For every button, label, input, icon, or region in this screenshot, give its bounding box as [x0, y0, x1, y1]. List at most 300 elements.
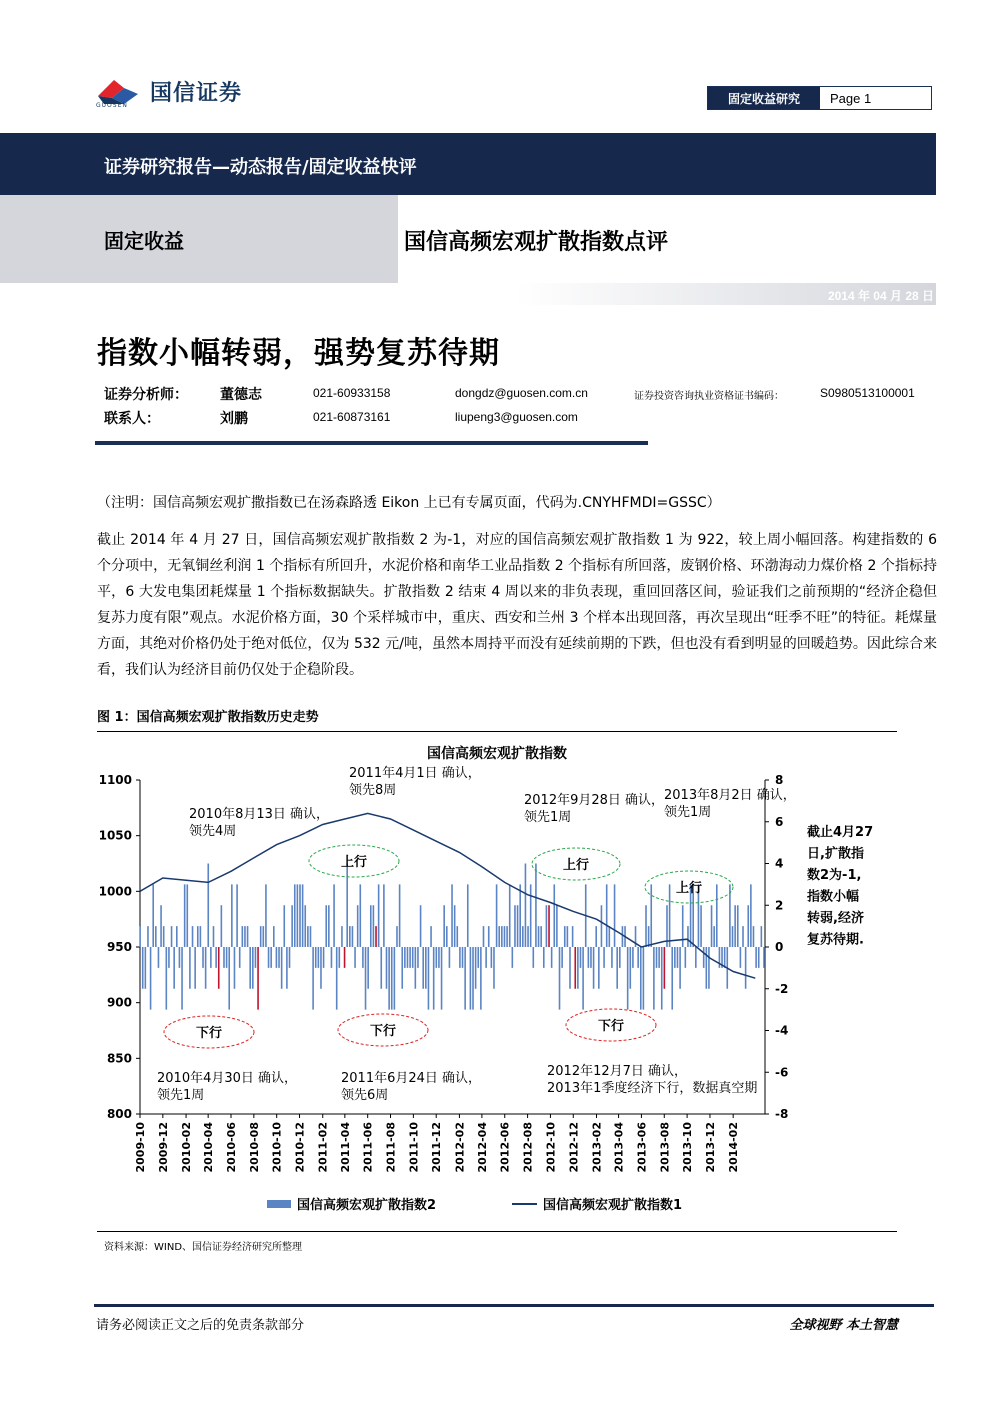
index2-bar: [396, 926, 398, 947]
index2-bar: [160, 905, 162, 947]
index2-bar: [333, 884, 335, 947]
index2-bar: [477, 947, 479, 968]
index2-bar: [228, 947, 230, 1010]
down-label-2: 下行: [369, 1024, 397, 1039]
x-tick-label: 2011-12: [430, 1122, 444, 1173]
index2-bar: [336, 947, 338, 1010]
index2-bar: [514, 905, 516, 947]
index2-bar: [373, 905, 375, 947]
index2-bar: [451, 884, 453, 947]
up-label-2: 上行: [562, 858, 590, 873]
index2-bar: [761, 926, 763, 947]
x-axis: [134, 1114, 765, 1173]
index2-bar: [409, 947, 411, 968]
analyst-role: 证券分析师：: [104, 387, 188, 403]
index2-bar: [543, 947, 545, 968]
index2-bar: [383, 884, 385, 947]
index2-bar: [255, 947, 257, 968]
index2-bar: [572, 926, 574, 947]
index2-bar: [538, 926, 540, 947]
index2-bar: [273, 926, 275, 947]
logo-text: 国信证券: [150, 81, 243, 106]
index2-bar: [236, 884, 238, 947]
index2-bar: [622, 926, 624, 947]
index2-bar: [603, 947, 605, 968]
index2-bar: [386, 947, 388, 989]
annotation-line: 2013年8月2日 确认，: [664, 788, 796, 803]
index2-bar: [724, 947, 726, 968]
x-tick-label: 2010-10: [270, 1122, 284, 1173]
report-title-box: [398, 195, 936, 283]
index2-bar: [226, 947, 228, 968]
annotation-line: 2011年4月1日 确认，: [349, 766, 481, 781]
index2-bar: [719, 947, 721, 968]
index2-bar: [436, 947, 438, 968]
footer-rule: [94, 1304, 934, 1307]
index2-bar: [472, 947, 474, 1010]
index2-bar: [601, 905, 603, 947]
index2-bar: [213, 926, 215, 947]
index2-bar: [166, 947, 168, 1010]
index2-bar: [181, 947, 183, 1010]
index2-bar: [289, 947, 291, 968]
x-tick-label: 2010-04: [202, 1122, 216, 1173]
index2-bar: [286, 947, 288, 989]
index2-bar: [491, 947, 493, 968]
index2-bar: [257, 947, 259, 1010]
index2-bar: [559, 947, 561, 1010]
index2-bar: [142, 947, 144, 989]
index2-bar: [527, 926, 529, 947]
index2-bar: [446, 926, 448, 947]
index2-bar: [512, 947, 514, 968]
index2-bar: [367, 947, 369, 989]
index2-bar: [202, 947, 204, 968]
index2-bar: [677, 947, 679, 968]
report-date: 2014 年 04 月 28 日: [827, 289, 934, 303]
cert-number: S0980513100001: [820, 386, 915, 400]
index2-bar: [430, 926, 432, 947]
index2-bar: [281, 947, 283, 989]
index2-bar: [637, 947, 639, 968]
annotation-line: 2010年8月13日 确认，: [189, 807, 330, 822]
index2-bar: [158, 947, 160, 968]
index2-bar: [640, 947, 642, 1010]
figure-bottom-rule: [97, 1231, 897, 1232]
index2-bar: [685, 947, 687, 968]
index2-bar: [496, 884, 498, 947]
analyst-name: 董德志: [220, 387, 262, 403]
index2-bar: [517, 905, 519, 947]
index2-bar: [483, 926, 485, 947]
logo-subtext: GUOSEN: [96, 102, 128, 109]
side-note-line: 日,扩散指: [807, 846, 864, 862]
index2-bar: [312, 947, 314, 1010]
x-tick-label: 2013-06: [635, 1122, 649, 1173]
body-paragraph: 截止 2014 年 4 月 27 日，国信高频宏观扩散指数 2 为-1，对应的国信高频宏观扩散指数 1 为 922，较上周小幅回落。构建指数的 6 个分项中，无氧铜丝利润 1 个指标有所回升，水泥价格和南华工业品指数 2 个指标有所回落，废钢价格、环渤海动力煤价格 2 个指标持平，6 大发电集团耗煤量 1 个指标数据缺失。扩散指数 2 结束 4 周以来的非负表现，重回回落区间，验证我们之前预期的“经济企稳但复苏力度有限”观点。水泥价格方面，30 个采样城市中，重庆、西安和兰州 3 个样本出现回落，再次呈现出“旺季不旺”的特征。耗煤量方面，其绝对价格仍处于绝对低位，仅为 532 元/吨，虽然本周持平而没有延续前期的下跌，但也没有看到明显的回暖趋势。因此综合来看，我们认为经济目前仍仅处于企稳阶段。: [97, 532, 937, 678]
x-tick-label: 2013-02: [590, 1122, 604, 1173]
index2-bar: [150, 947, 152, 1010]
index2-bar: [407, 947, 409, 968]
index2-bar: [307, 926, 309, 947]
index2-bar: [629, 947, 631, 989]
x-tick-label: 2014-02: [727, 1122, 741, 1173]
index2-bar: [291, 905, 293, 947]
x-tick-label: 2012-04: [475, 1122, 489, 1173]
index2-bar: [703, 947, 705, 968]
analyst-email[interactable]: dongdz@guosen.com.cn: [455, 386, 588, 400]
index2-bar: [276, 947, 278, 968]
index2-bar: [753, 926, 755, 947]
contact-role: 联系人：: [104, 411, 160, 427]
index2-bar: [354, 947, 356, 968]
index2-bar: [711, 905, 713, 947]
index2-bar: [207, 864, 209, 948]
index2-bar: [173, 947, 175, 989]
x-tick-label: 2012-08: [521, 1122, 535, 1173]
index2-bar: [664, 947, 666, 989]
report-type: 证券研究报告—动态报告/固定收益快评: [104, 157, 417, 178]
index2-bar: [438, 947, 440, 968]
analyst-phone: 021-60933158: [313, 386, 391, 400]
index2-bar: [401, 947, 403, 989]
index2-bar: [609, 926, 611, 947]
index2-bar: [763, 947, 765, 968]
diffusion-index-chart: [97, 730, 897, 1230]
index2-bar: [265, 884, 267, 947]
x-tick-label: 2013-12: [703, 1122, 717, 1173]
index2-bar: [614, 884, 616, 947]
index2-bar: [378, 884, 380, 947]
annotation-2011-06: [341, 1070, 481, 1103]
x-tick-label: 2011-10: [407, 1122, 421, 1173]
index2-bar: [328, 905, 330, 947]
index2-bar: [504, 926, 506, 947]
side-note-line: 数2为-1,: [807, 868, 862, 883]
index2-bar: [590, 947, 592, 968]
legend-index2: 国信高频宏观扩散指数2: [297, 1198, 437, 1213]
divider: [95, 441, 648, 445]
annotation-2010-08: [189, 806, 329, 839]
index2-bar: [475, 947, 477, 989]
index2-bar: [370, 905, 372, 947]
index2-bar: [415, 947, 417, 989]
index2-bar: [234, 947, 236, 989]
index2-bar: [682, 905, 684, 947]
index2-bar: [318, 947, 320, 968]
index2-bar: [732, 926, 734, 947]
index2-bar: [700, 905, 702, 947]
right-tick-label: 8: [775, 773, 784, 787]
x-tick-label: 2012-12: [567, 1122, 581, 1173]
index2-bar: [645, 905, 647, 947]
index2-bar: [567, 926, 569, 947]
index2-bar: [299, 884, 301, 947]
right-tick-label: -4: [775, 1023, 789, 1038]
index2-bar: [488, 926, 490, 947]
index2-bar: [574, 947, 576, 989]
left-tick-label: 800: [106, 1107, 132, 1121]
index2-bar: [362, 947, 364, 968]
index2-bar: [464, 947, 466, 1010]
x-tick-label: 2011-02: [316, 1122, 330, 1173]
index2-bar: [302, 884, 304, 947]
left-axis: [99, 773, 140, 1121]
left-tick-label: 1100: [98, 773, 132, 787]
index2-bar: [758, 947, 760, 968]
index2-bar: [687, 926, 689, 947]
index2-bar: [716, 884, 718, 947]
index2-bar: [632, 947, 634, 968]
index2-bar: [532, 947, 534, 968]
side-note-line: 转弱,经济: [807, 911, 864, 926]
index2-bar: [740, 947, 742, 968]
x-tick-label: 2010-02: [180, 1122, 194, 1173]
index2-bar: [627, 947, 629, 1010]
figure-source: 资料来源：WIND、国信证券经济研究所整理: [104, 1242, 303, 1253]
annotation-line: 2010年4月30日 确认，: [157, 1071, 298, 1086]
index2-bar: [737, 905, 739, 947]
index2-bar: [365, 947, 367, 1010]
index2-bar: [325, 905, 327, 947]
index2-bar: [456, 926, 458, 947]
annotations: [157, 765, 796, 1103]
index2-bar: [249, 947, 251, 989]
index2-bar: [147, 926, 149, 947]
index2-bar: [186, 884, 188, 947]
down-label-3: 下行: [597, 1019, 625, 1034]
index2-bar: [179, 947, 181, 968]
chart-title: 国信高频宏观扩散指数: [427, 746, 567, 762]
index2-bar: [745, 947, 747, 989]
x-tick-label: 2013-04: [612, 1122, 626, 1173]
index2-bar: [498, 926, 500, 947]
side-note: [806, 824, 873, 948]
index2-bar: [210, 947, 212, 968]
index2-bar: [417, 947, 419, 968]
index2-bar: [606, 884, 608, 947]
index2-bar: [616, 947, 618, 989]
index2-bar: [268, 947, 270, 968]
index2-bar: [304, 905, 306, 947]
index2-bar: [553, 884, 555, 947]
index2-bar: [168, 947, 170, 968]
figure-caption: 图 1：国信高频宏观扩散指数历史走势: [97, 706, 897, 732]
annotation-line: 2012年9月28日 确认，: [524, 793, 665, 808]
date-band: [0, 283, 936, 305]
index2-bar: [598, 947, 600, 989]
chart-legend: [267, 1197, 682, 1213]
annotation-line: 2011年6月24日 确认，: [341, 1071, 482, 1086]
legend-index1: 国信高频宏观扩散指数1: [543, 1198, 683, 1213]
index2-bar: [139, 926, 141, 947]
right-tick-label: 6: [775, 814, 784, 829]
right-axis: [765, 773, 788, 1121]
index2-bar: [425, 947, 427, 989]
index2-bar: [315, 947, 317, 968]
left-tick-label: 950: [106, 940, 132, 954]
index2-bar: [263, 926, 265, 947]
index2-bar: [564, 926, 566, 947]
index2-bar: [506, 926, 508, 947]
up-label-3: 上行: [675, 881, 703, 896]
index2-bar: [658, 947, 660, 968]
index2-bar: [352, 926, 354, 947]
index2-bar: [713, 926, 715, 947]
index2-bar: [695, 947, 697, 968]
annotation-2012-12: [547, 1063, 757, 1096]
index2-bar: [661, 947, 663, 1010]
index2-bar: [551, 947, 553, 968]
index2-bar: [556, 905, 558, 947]
index2-bar: [223, 947, 225, 968]
index2-bar: [192, 926, 194, 947]
index2-bar: [221, 905, 223, 947]
disclaimer-note: 请务必阅读正文之后的免责条款部分: [96, 1318, 305, 1333]
index2-bar: [561, 947, 563, 968]
index2-bar: [215, 947, 217, 968]
headline: 指数小幅转弱，强势复苏待期: [97, 336, 500, 371]
index2-bar: [171, 926, 173, 947]
index2-bar: [349, 926, 351, 947]
index2-bar: [283, 905, 285, 947]
cert-label: 证券投资咨询执业资格证书编码：: [634, 391, 784, 402]
index2-bar: [294, 884, 296, 947]
index2-bar: [582, 947, 584, 1010]
index2-bar: [359, 884, 361, 947]
index2-bar: [708, 947, 710, 989]
x-tick-label: 2012-02: [453, 1122, 467, 1173]
x-tick-label: 2011-08: [384, 1122, 398, 1173]
index2-bar: [530, 884, 532, 947]
right-tick-label: 0: [775, 940, 784, 954]
index2-bar: [467, 884, 469, 947]
contact-phone: 021-60873161: [313, 410, 391, 424]
index2-bar: [320, 947, 322, 989]
index2-bar: [734, 905, 736, 947]
page-number: Page 1: [830, 90, 872, 106]
index2-bar: [470, 947, 472, 1010]
index2-bar: [669, 884, 671, 947]
index2-bar: [399, 884, 401, 947]
index2-bar: [428, 947, 430, 1010]
down-label-1: 下行: [195, 1026, 223, 1041]
index2-bar: [750, 884, 752, 947]
index2-bar: [480, 947, 482, 1010]
index2-bar: [197, 926, 199, 947]
index2-bar: [593, 947, 595, 989]
page-indicator: [707, 86, 932, 110]
index2-bar: [270, 947, 272, 968]
index2-bar: [462, 947, 464, 968]
index2-bar: [454, 905, 456, 947]
index2-bar: [155, 926, 157, 947]
x-tick-label: 2013-10: [681, 1122, 695, 1173]
slogan: 全球视野 本土智慧: [789, 1318, 898, 1333]
contact-name: 刘鹏: [220, 411, 248, 427]
side-note-line: 复苏待期.: [807, 932, 864, 948]
index2-bar: [525, 864, 527, 948]
annotation-line: 领先4周: [189, 824, 237, 839]
index2-bar: [706, 947, 708, 989]
index2-bar: [569, 947, 571, 989]
annotation-line: 2013年1季度经济下行，数据真空期: [547, 1081, 758, 1096]
index2-bar: [643, 947, 645, 1010]
annotation-line: 领先1周: [664, 805, 712, 820]
index2-bar: [420, 905, 422, 947]
index2-bar: [656, 947, 658, 968]
index2-bar: [341, 926, 343, 947]
right-tick-label: -6: [775, 1065, 789, 1080]
annotation-line: 2012年12月7日 确认，: [547, 1064, 688, 1079]
category-label: 固定收益: [104, 229, 184, 253]
index2-bar: [653, 947, 655, 1010]
right-tick-label: -2: [775, 981, 789, 996]
index2-bar: [331, 947, 333, 968]
index2-bar: [247, 926, 249, 947]
index2-bar: [310, 926, 312, 947]
index2-bar: [509, 884, 511, 947]
x-tick-label: 2010-12: [293, 1122, 307, 1173]
index2-bar: [493, 947, 495, 989]
annotation-line: 领先1周: [157, 1088, 205, 1103]
index2-bar: [375, 926, 377, 947]
annotation-2012-09: [524, 792, 664, 825]
x-tick-label: 2012-10: [544, 1122, 558, 1173]
index2-bar: [145, 947, 147, 989]
annotation-line: 领先1周: [524, 810, 572, 825]
left-tick-label: 900: [106, 995, 132, 1010]
x-tick-label: 2011-04: [338, 1122, 352, 1173]
index2-bar: [522, 926, 524, 947]
index2-bar: [278, 947, 280, 968]
index2-bar: [242, 926, 244, 947]
index2-bar: [152, 884, 154, 947]
index2-bar: [459, 947, 461, 968]
index2-bar: [394, 947, 396, 1010]
report-title: 国信高频宏观扩散指数点评: [404, 230, 669, 255]
left-tick-label: 1000: [98, 884, 132, 899]
index2-bar: [200, 926, 202, 947]
up-label-1: 上行: [340, 855, 368, 870]
index2-bar: [357, 905, 359, 947]
index2-bar: [344, 947, 346, 968]
x-tick-label: 2009-10: [134, 1122, 147, 1173]
index2-bar: [595, 926, 597, 947]
index2-bar: [391, 947, 393, 1010]
index2-bar: [648, 926, 650, 947]
x-tick-label: 2012-06: [498, 1122, 512, 1173]
index2-bar: [252, 947, 254, 989]
index2-bar: [755, 947, 757, 968]
index2-bar: [239, 947, 241, 968]
index2-bar: [535, 864, 537, 948]
index2-bar: [422, 947, 424, 989]
index2-bar: [163, 926, 165, 947]
index2-bar: [346, 864, 348, 948]
index2-bar: [449, 947, 451, 968]
index2-bar: [546, 905, 548, 947]
index2-bar: [194, 947, 196, 989]
index2-bar: [611, 947, 613, 968]
report-type-banner: [0, 133, 936, 195]
index2-bar: [218, 947, 220, 989]
contact-email[interactable]: liupeng3@guosen.com: [455, 410, 578, 424]
index2-bar: [441, 947, 443, 1010]
index2-bar: [742, 926, 744, 947]
index2-bar: [231, 884, 233, 947]
x-tick-label: 2011-06: [361, 1122, 375, 1173]
